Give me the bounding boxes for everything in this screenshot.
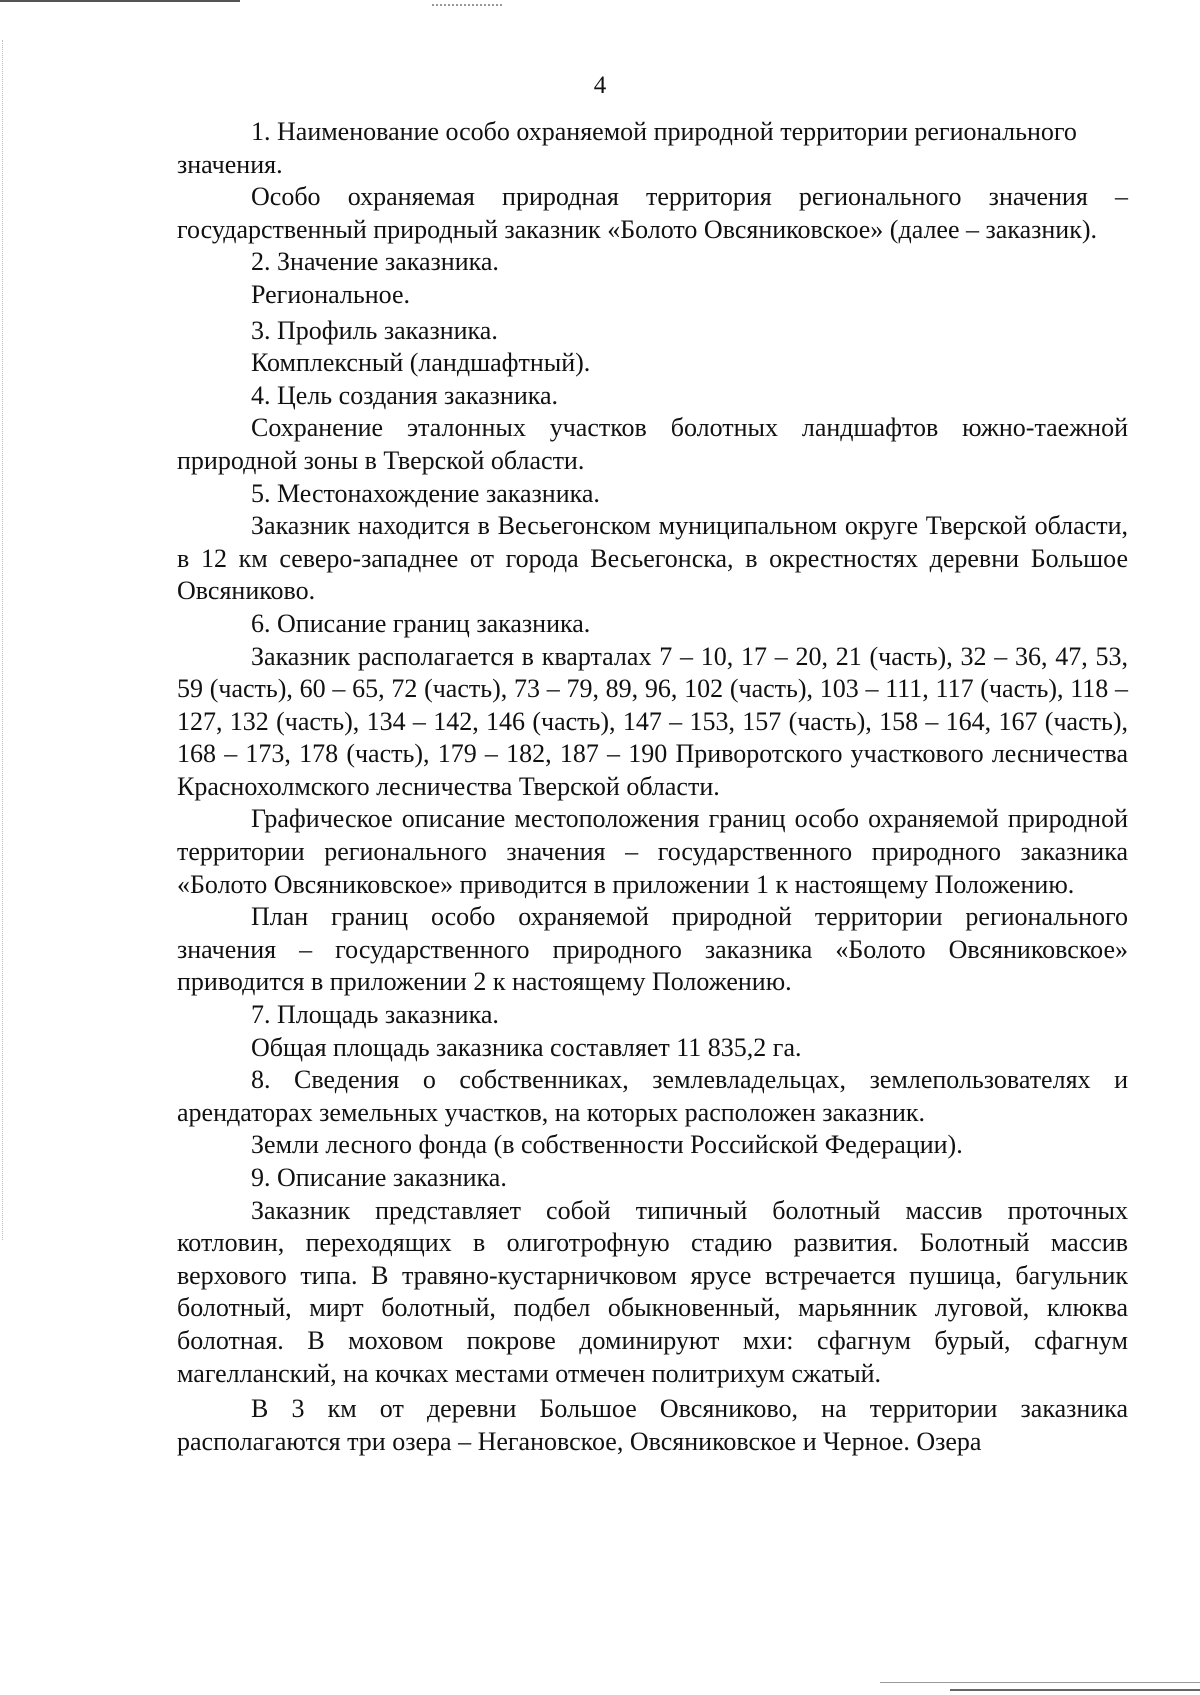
section-1-text: Особо охраняемая природная территория регионального значения – государственный природный заказник «Болото Овсяниковское» (далее – заказник).: [177, 182, 1128, 244]
section-9-lakes-text: В 3 км от деревни Большое Овсяниково, на территории заказника располагаются три озера – Негановское, Овсяниковское и Черное. Озера: [177, 1394, 1128, 1456]
section-4-heading: 4. Цель создания заказника.: [251, 380, 559, 410]
section-5-text: Заказник находится в Весьегонском муниципальном округе Тверской области, в 12 км северо-западнее от города Весьегонска, в окрестностях деревни Большое Овсяниково.: [177, 511, 1128, 606]
section-4-text: Сохранение эталонных участков болотных ландшафтов южно-таежной природной зоны в Тверской области.: [177, 413, 1128, 475]
section-2-heading: 2. Значение заказника.: [251, 247, 499, 277]
section-3-text: Комплексный (ландшафтный).: [251, 348, 591, 378]
section-6-quarters-text: Заказник располагается в кварталах 7 – 10, 17 – 20, 21 (часть), 32 – 36, 47, 53, 59 (часть), 60 – 65, 72 (часть), 73 – 79, 89, 96, 102 (часть), 103 – 111, 117 (часть), 118 – 127, 132 (часть), 134 – 142, 146 (часть), 147 – 153, 157 (часть), 158 – 164, 167 (часть), 168 – 173, 178 (часть), 179 – 182, 187 – 190 Приворотского участкового лесничества Краснохолмского лесничества Тверской области.: [177, 641, 1128, 801]
scan-artifact-bottom-edge: [880, 1682, 1200, 1683]
scan-artifact-left-edge: [2, 40, 3, 1240]
section-2-text: Региональное.: [251, 279, 411, 309]
scan-artifact-bottom-line: [950, 1689, 1200, 1691]
scan-artifact-top-line: [0, 0, 240, 2]
page-number: 4: [593, 72, 607, 99]
section-9-heading: 9. Описание заказника.: [251, 1163, 507, 1192]
section-1-heading: 1. Наименование особо охраняемой природной территории регионального значения.: [177, 117, 1077, 179]
document-body: [177, 116, 1128, 1458]
section-6-heading: 6. Описание границ заказника.: [251, 608, 591, 638]
section-3-heading: 3. Профиль заказника.: [251, 315, 498, 345]
scan-artifact-top-dots: [432, 4, 502, 6]
section-8-heading: 8. Сведения о собственниках, землевладельцах, землепользователях и арендаторах земельных участков, на которых расположен заказник.: [177, 1065, 1128, 1127]
section-8-text: Земли лесного фонда (в собственности Российской Федерации).: [251, 1130, 963, 1160]
section-6-boundary-plan: План границ особо охраняемой природной территории регионального значения – государственного природного заказника «Болото Овсяниковское» приводится в приложении 2 к настоящему Положению.: [177, 902, 1128, 997]
section-7-text: Общая площадь заказника составляет 11 835,2 га.: [251, 1032, 802, 1062]
section-6-graphic-description: Графическое описание местоположения границ особо охраняемой природной территории регионального значения – государственного природного заказника «Болото Овсяниковское» приводится в приложении 1 к настоящему Положению.: [177, 804, 1128, 899]
section-7-heading: 7. Площадь заказника.: [251, 1000, 499, 1030]
section-9-text: Заказник представляет собой типичный болотный массив проточных котловин, переходящих в олиготрофную стадию развития. Болотный массив верхового типа. В травяно-кустарничковом ярусе встречается пушица, багульник болотный, мирт болотный, подбел обыкновенный, марьянник луговой, клюква болотная. В моховом покрове доминируют мхи: сфагнум бурый, сфагнум магелланский, на кочках местами отмечен политрихум сжатый.: [177, 1195, 1128, 1388]
section-5-heading: 5. Местонахождение заказника.: [251, 478, 600, 508]
